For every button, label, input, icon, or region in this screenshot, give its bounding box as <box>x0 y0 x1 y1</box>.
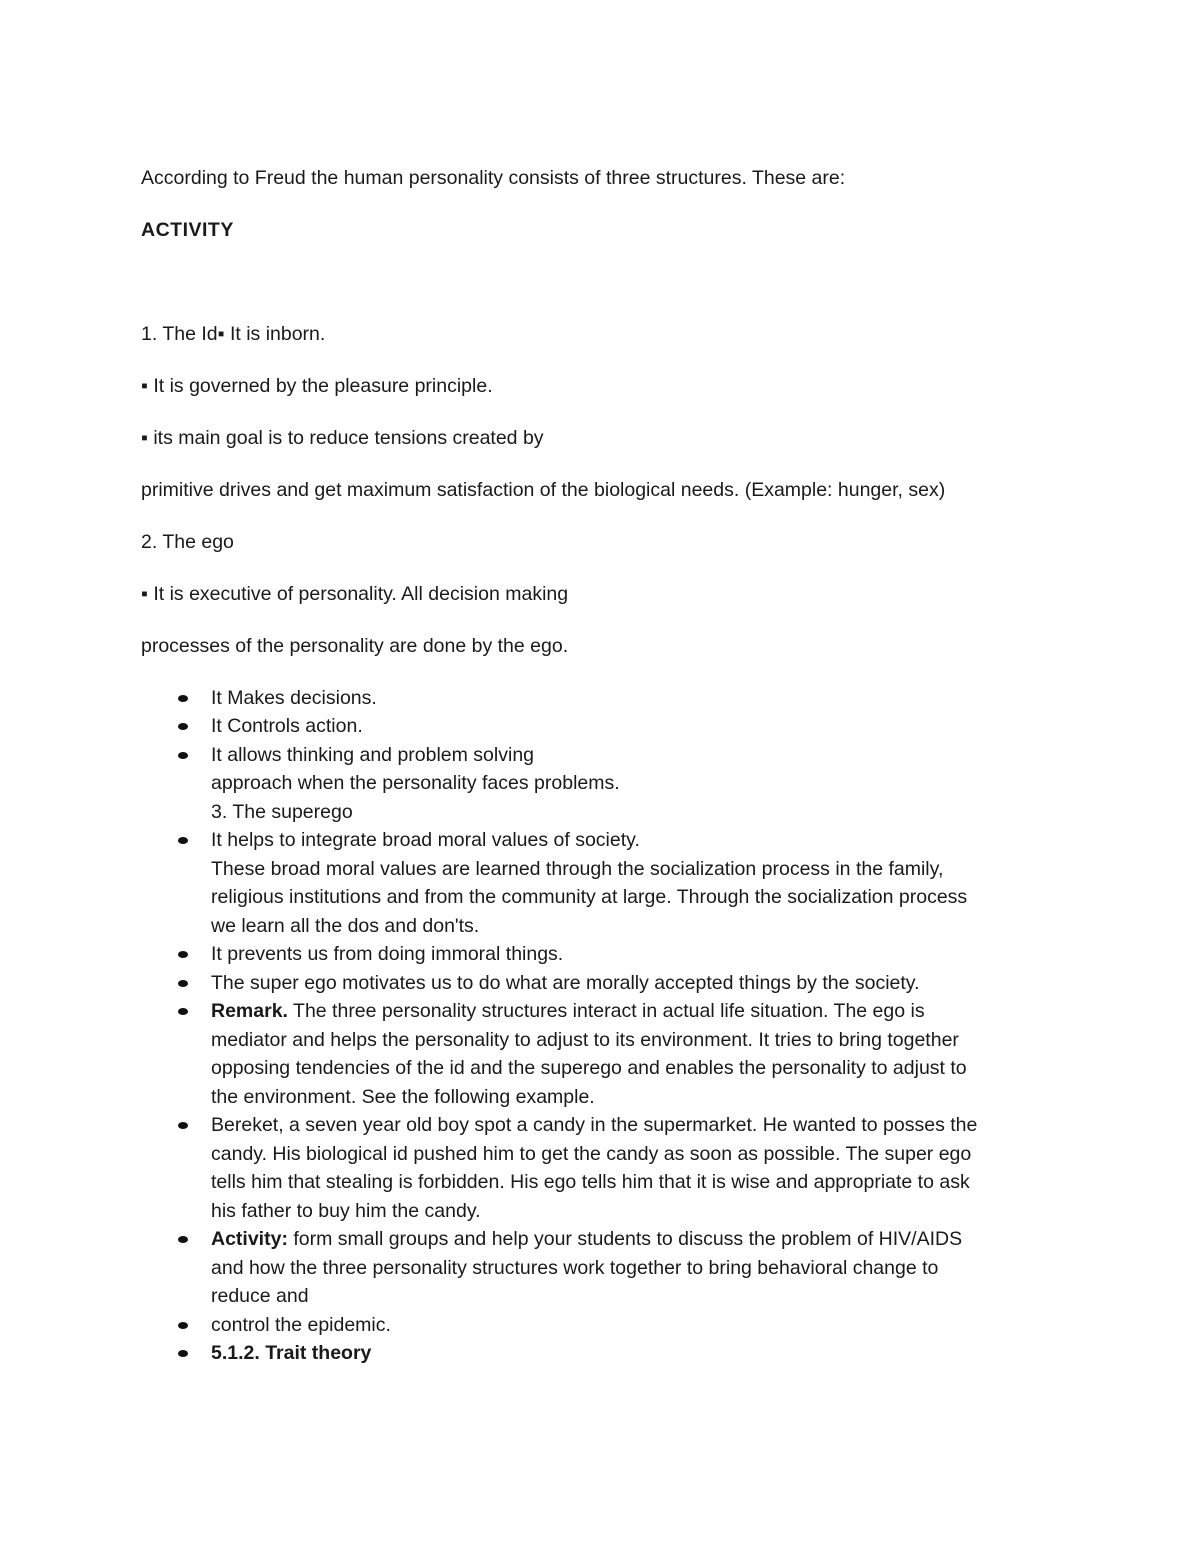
list-item-text: Bereket, a seven year old boy spot a candy in the supermarket. He wanted to posses the <box>211 1114 978 1136</box>
section-heading-trait-theory: 5.1.2. Trait theory <box>211 1342 372 1364</box>
bullet-dot-icon <box>178 723 188 730</box>
list-item-text: we learn all the dos and don'ts. <box>211 914 480 937</box>
bullet-dot-icon <box>178 1322 188 1329</box>
id-item-pleasure: ▪ It is governed by the pleasure principle. <box>141 374 493 397</box>
list-item-text: It prevents us from doing immoral things. <box>211 943 564 965</box>
list-item-text: the environment. See the following example. <box>211 1085 595 1108</box>
list-item-text: religious institutions and from the community at large. Through the socialization process <box>211 886 968 908</box>
bullet-dot-icon <box>178 752 188 759</box>
bullet-dot-icon <box>178 1350 188 1357</box>
bullet-dot-icon <box>178 837 188 844</box>
bullet-dot-icon <box>178 695 188 702</box>
bullet-list <box>141 684 1071 1368</box>
remark-label: Remark. <box>211 1000 288 1022</box>
bullet-dot-icon <box>178 951 188 958</box>
intro-paragraph: According to Freud the human personality consists of three structures. These are: <box>141 167 846 189</box>
list-item <box>141 741 1071 827</box>
ego-continuation: processes of the personality are done by the ego. <box>141 634 569 657</box>
list-item-text: candy. His biological id pushed him to get the candy as soon as possible. The super ego <box>211 1142 972 1165</box>
remark-text: The three personality structures interact in actual life situation. The ego is <box>287 1000 925 1022</box>
list-item-text: control the epidemic. <box>211 1313 391 1336</box>
list-item <box>141 684 1071 713</box>
list-item-text: It Makes decisions. <box>211 686 377 709</box>
bullet-dot-icon <box>178 980 188 987</box>
list-item-text: It Controls action. <box>211 715 363 737</box>
list-item <box>141 997 1071 1111</box>
list-item <box>141 1339 1071 1368</box>
list-item-text: reduce and <box>211 1285 309 1307</box>
bullet-dot-icon <box>178 1122 188 1129</box>
list-item-text: and how the three personality structures work together to bring behavioral change to <box>211 1256 939 1279</box>
list-item <box>141 1311 1071 1340</box>
ego-title: 2. The ego <box>141 530 234 553</box>
list-item-text: It helps to integrate broad moral values of society. <box>211 829 640 851</box>
activity-text: form small groups and help your students to discuss the problem of HIV/AIDS <box>287 1228 963 1250</box>
list-item <box>141 940 1071 969</box>
activity-label: Activity: <box>211 1228 288 1250</box>
list-item <box>141 969 1071 998</box>
id-item-goal: ▪ its main goal is to reduce tensions created by <box>141 426 544 449</box>
list-item <box>141 1111 1071 1225</box>
list-item-text: approach when the personality faces problems. <box>211 772 620 794</box>
list-item <box>141 712 1071 741</box>
id-continuation: primitive drives and get maximum satisfaction of the biological needs. (Example: hunger, sex) <box>141 478 946 501</box>
list-item-text <box>211 1225 1071 1254</box>
list-item-text: mediator and helps the personality to adjust to its environment. It tries to bring together <box>211 1028 959 1051</box>
bullet-dot-icon <box>178 1236 188 1243</box>
list-item-text: The super ego motivates us to do what are morally accepted things by the society. <box>211 971 920 994</box>
list-item <box>141 826 1071 940</box>
list-item-text <box>211 997 1071 1026</box>
list-item-text: These broad moral values are learned through the socialization process in the family, <box>211 857 944 880</box>
ego-item-executive: ▪ It is executive of personality. All decision making <box>141 582 569 605</box>
bullet-dot-icon <box>178 1008 188 1015</box>
activity-heading: ACTIVITY <box>141 219 234 241</box>
list-item <box>141 1225 1071 1311</box>
list-item-text: It allows thinking and problem solving <box>211 743 535 766</box>
superego-title: 3. The superego <box>211 800 353 823</box>
list-item-text: his father to buy him the candy. <box>211 1199 481 1222</box>
list-item-text: tells him that stealing is forbidden. His ego tells him that it is wise and appropriate to ask <box>211 1171 970 1193</box>
document-page <box>141 164 1071 1368</box>
id-title-line: 1. The Id▪ It is inborn. <box>141 322 326 345</box>
list-item-text: opposing tendencies of the id and the superego and enables the personality to adjust to <box>211 1057 967 1079</box>
